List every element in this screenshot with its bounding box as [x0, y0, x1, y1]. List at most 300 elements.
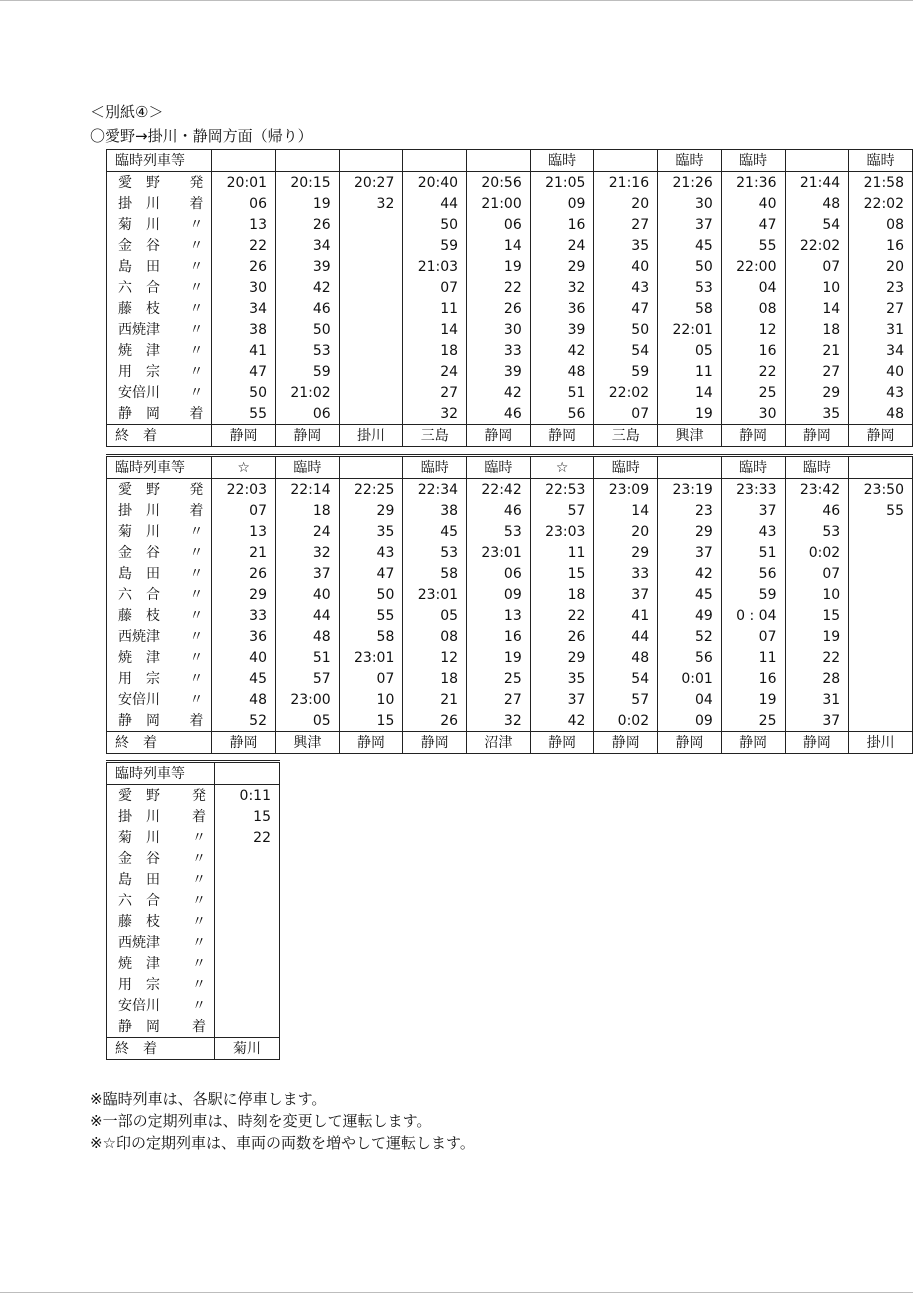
time-cell — [215, 890, 280, 911]
time-cell: 58 — [403, 563, 467, 584]
station-name: 藤 枝 — [118, 913, 160, 930]
time-cell: 52 — [658, 626, 722, 647]
time-cell: 19 — [276, 193, 340, 214]
time-cell: 29 — [339, 500, 403, 521]
time-cell: 0:01 — [658, 668, 722, 689]
station-cell — [107, 584, 212, 605]
station-row — [107, 827, 280, 848]
train-type-cell: ☆ — [530, 456, 594, 479]
time-cell: 22:02 — [785, 235, 849, 256]
time-cell: 29 — [785, 382, 849, 403]
train-type-cell — [215, 762, 280, 785]
station-row — [107, 319, 913, 340]
time-cell: 36 — [212, 626, 276, 647]
time-cell: 18 — [276, 500, 340, 521]
time-cell — [215, 974, 280, 995]
destination-row — [107, 1038, 280, 1060]
time-cell: 44 — [594, 626, 658, 647]
time-cell: 10 — [785, 584, 849, 605]
time-cell: 19 — [658, 403, 722, 425]
destination-cell: 静岡 — [212, 425, 276, 447]
time-cell: 37 — [276, 563, 340, 584]
station-cell — [107, 932, 215, 953]
destination-cell: 静岡 — [721, 425, 785, 447]
destination-cell: 三島 — [403, 425, 467, 447]
time-cell: 44 — [403, 193, 467, 214]
station-cell — [107, 256, 212, 277]
station-name: 焼 津 — [118, 955, 160, 972]
destination-cell: 静岡 — [530, 732, 594, 754]
station-mark: 〃 — [189, 300, 204, 317]
station-mark: 〃 — [189, 607, 204, 624]
station-name: 用 宗 — [118, 976, 160, 993]
time-cell: 21:58 — [849, 172, 913, 194]
time-cell: 42 — [658, 563, 722, 584]
time-cell: 53 — [658, 277, 722, 298]
time-cell: 47 — [721, 214, 785, 235]
station-name: 西焼津 — [118, 934, 160, 951]
time-cell: 37 — [658, 214, 722, 235]
time-cell: 57 — [276, 668, 340, 689]
time-cell: 42 — [530, 710, 594, 732]
destination-cell: 静岡 — [594, 732, 658, 754]
time-cell: 26 — [276, 214, 340, 235]
station-row — [107, 340, 913, 361]
time-cell: 22:02 — [849, 193, 913, 214]
time-cell: 55 — [721, 235, 785, 256]
station-mark: 〃 — [192, 913, 206, 930]
time-cell — [849, 605, 913, 626]
time-cell: 16 — [467, 626, 531, 647]
destination-row — [107, 425, 913, 447]
station-name: 焼 津 — [118, 649, 160, 666]
time-cell: 49 — [658, 605, 722, 626]
station-name: 静 岡 — [118, 405, 160, 422]
station-row — [107, 563, 913, 584]
time-cell: 58 — [658, 298, 722, 319]
time-cell: 39 — [276, 256, 340, 277]
station-mark: 〃 — [189, 237, 204, 254]
train-type-cell: 臨時 — [785, 456, 849, 479]
time-cell: 09 — [530, 193, 594, 214]
time-cell: 26 — [212, 563, 276, 584]
time-cell: 19 — [467, 647, 531, 668]
time-cell: 48 — [276, 626, 340, 647]
time-cell: 09 — [658, 710, 722, 732]
time-cell: 24 — [530, 235, 594, 256]
station-row — [107, 932, 280, 953]
train-type-cell: 臨時 — [467, 456, 531, 479]
time-cell: 44 — [276, 605, 340, 626]
destination-cell: 静岡 — [849, 425, 913, 447]
station-name: 用 宗 — [118, 670, 160, 687]
station-row — [107, 668, 913, 689]
station-name: 愛 野 — [118, 787, 160, 804]
station-row — [107, 584, 913, 605]
time-cell: 59 — [594, 361, 658, 382]
station-cell — [107, 235, 212, 256]
time-cell: 22 — [785, 647, 849, 668]
station-mark: 〃 — [189, 321, 204, 338]
time-cell: 22 — [467, 277, 531, 298]
station-cell — [107, 1016, 215, 1038]
time-cell: 0:11 — [215, 785, 280, 807]
time-cell — [339, 298, 403, 319]
station-row — [107, 214, 913, 235]
time-cell: 34 — [849, 340, 913, 361]
time-cell: 35 — [594, 235, 658, 256]
time-cell: 26 — [467, 298, 531, 319]
station-row — [107, 521, 913, 542]
timetable-1 — [106, 149, 913, 447]
station-cell — [107, 298, 212, 319]
station-row — [107, 277, 913, 298]
time-cell — [849, 668, 913, 689]
time-cell: 56 — [530, 403, 594, 425]
station-row — [107, 806, 280, 827]
time-cell — [339, 277, 403, 298]
footer-label: 終 着 — [107, 732, 212, 754]
destination-cell: 沼津 — [467, 732, 531, 754]
destination-cell: 静岡 — [212, 732, 276, 754]
station-name: 掛 川 — [118, 502, 160, 519]
time-cell: 37 — [785, 710, 849, 732]
time-cell: 32 — [276, 542, 340, 563]
station-name: 金 谷 — [118, 544, 160, 561]
time-cell: 04 — [658, 689, 722, 710]
station-name: 安倍川 — [118, 691, 160, 708]
time-cell: 23 — [849, 277, 913, 298]
train-type-cell: 臨時 — [658, 150, 722, 172]
station-cell — [107, 319, 212, 340]
time-cell: 47 — [594, 298, 658, 319]
time-cell: 45 — [658, 584, 722, 605]
time-cell: 16 — [849, 235, 913, 256]
time-cell: 20 — [594, 193, 658, 214]
header-label: 臨時列車等 — [107, 762, 215, 785]
time-cell: 53 — [785, 521, 849, 542]
station-cell — [107, 911, 215, 932]
time-cell: 08 — [403, 626, 467, 647]
time-cell: 25 — [721, 710, 785, 732]
station-row — [107, 848, 280, 869]
time-cell: 43 — [721, 521, 785, 542]
station-name: 六 合 — [118, 279, 160, 296]
station-cell — [107, 953, 215, 974]
station-cell — [107, 869, 215, 890]
time-cell: 23:33 — [721, 479, 785, 501]
time-cell: 32 — [530, 277, 594, 298]
time-cell: 18 — [403, 340, 467, 361]
time-cell: 36 — [530, 298, 594, 319]
time-cell: 45 — [403, 521, 467, 542]
time-cell: 26 — [530, 626, 594, 647]
station-row — [107, 647, 913, 668]
time-cell: 22:53 — [530, 479, 594, 501]
page-top-border — [0, 0, 913, 1]
destination-cell: 静岡 — [721, 732, 785, 754]
destination-cell: 掛川 — [339, 425, 403, 447]
time-cell — [849, 710, 913, 732]
station-cell — [107, 361, 212, 382]
timetable-3 — [106, 760, 280, 1060]
time-cell: 53 — [403, 542, 467, 563]
time-cell: 22:14 — [276, 479, 340, 501]
station-cell — [107, 277, 212, 298]
station-cell — [107, 521, 212, 542]
time-cell: 07 — [403, 277, 467, 298]
train-type-cell — [594, 150, 658, 172]
time-cell: 43 — [849, 382, 913, 403]
train-type-cell: 臨時 — [276, 456, 340, 479]
station-cell — [107, 806, 215, 827]
time-cell: 50 — [403, 214, 467, 235]
time-cell: 15 — [530, 563, 594, 584]
time-cell: 57 — [594, 689, 658, 710]
time-cell: 15 — [339, 710, 403, 732]
station-name: 愛 野 — [118, 481, 160, 498]
station-mark: 発 — [192, 787, 206, 804]
time-cell: 08 — [721, 298, 785, 319]
time-cell: 07 — [785, 563, 849, 584]
time-cell: 56 — [658, 647, 722, 668]
time-cell — [215, 911, 280, 932]
station-name: 島 田 — [118, 258, 160, 275]
time-cell: 20:01 — [212, 172, 276, 194]
station-name: 六 合 — [118, 892, 160, 909]
station-name: 菊 川 — [118, 523, 160, 540]
station-cell — [107, 403, 212, 425]
station-mark: 〃 — [189, 363, 204, 380]
header-label: 臨時列車等 — [107, 150, 212, 172]
station-row — [107, 974, 280, 995]
time-cell — [849, 563, 913, 584]
time-cell — [339, 361, 403, 382]
time-cell: 48 — [785, 193, 849, 214]
station-cell — [107, 827, 215, 848]
station-name: 焼 津 — [118, 342, 160, 359]
time-cell: 28 — [785, 668, 849, 689]
header-label: 臨時列車等 — [107, 456, 212, 479]
station-cell — [107, 848, 215, 869]
time-cell: 48 — [212, 689, 276, 710]
time-cell — [849, 626, 913, 647]
time-cell: 22:01 — [658, 319, 722, 340]
station-cell — [107, 995, 215, 1016]
time-cell — [339, 340, 403, 361]
time-cell: 43 — [594, 277, 658, 298]
time-cell: 46 — [467, 500, 531, 521]
time-cell: 32 — [403, 403, 467, 425]
time-cell: 40 — [212, 647, 276, 668]
station-name: 静 岡 — [118, 712, 160, 729]
time-cell: 30 — [721, 403, 785, 425]
station-name: 静 岡 — [118, 1018, 160, 1035]
time-cell — [339, 319, 403, 340]
time-cell: 20 — [594, 521, 658, 542]
time-cell: 50 — [276, 319, 340, 340]
time-cell: 22 — [530, 605, 594, 626]
time-cell: 54 — [594, 668, 658, 689]
time-cell: 22:25 — [339, 479, 403, 501]
station-name: 島 田 — [118, 871, 160, 888]
time-cell: 55 — [849, 500, 913, 521]
time-cell: 05 — [658, 340, 722, 361]
time-cell: 39 — [530, 319, 594, 340]
destination-cell: 静岡 — [467, 425, 531, 447]
time-cell: 51 — [276, 647, 340, 668]
station-name: 安倍川 — [118, 997, 160, 1014]
station-mark: 〃 — [189, 628, 204, 645]
time-cell — [339, 403, 403, 425]
station-cell — [107, 668, 212, 689]
time-cell: 33 — [594, 563, 658, 584]
time-cell: 22:34 — [403, 479, 467, 501]
time-cell: 27 — [785, 361, 849, 382]
attachment-heading: ＜別紙④＞ — [90, 103, 164, 121]
time-cell: 29 — [212, 584, 276, 605]
time-cell: 48 — [530, 361, 594, 382]
station-cell — [107, 890, 215, 911]
station-row — [107, 626, 913, 647]
time-cell: 40 — [594, 256, 658, 277]
footer-label: 終 着 — [107, 1038, 215, 1060]
time-cell — [215, 995, 280, 1016]
station-row — [107, 500, 913, 521]
station-mark: 着 — [189, 195, 204, 212]
station-mark: 着 — [192, 1018, 206, 1035]
time-cell — [849, 647, 913, 668]
time-cell: 10 — [785, 277, 849, 298]
time-cell: 23:42 — [785, 479, 849, 501]
time-cell: 25 — [467, 668, 531, 689]
train-type-cell: 臨時 — [594, 456, 658, 479]
time-cell: 23:01 — [467, 542, 531, 563]
time-cell: 29 — [530, 647, 594, 668]
station-mark: 〃 — [189, 279, 204, 296]
time-cell: 40 — [721, 193, 785, 214]
station-mark: 〃 — [189, 670, 204, 687]
time-cell: 23:50 — [849, 479, 913, 501]
time-cell: 32 — [467, 710, 531, 732]
time-cell — [849, 542, 913, 563]
time-cell: 30 — [658, 193, 722, 214]
station-name: 西焼津 — [118, 628, 160, 645]
time-cell: 11 — [403, 298, 467, 319]
station-name: 用 宗 — [118, 363, 160, 380]
time-cell: 27 — [467, 689, 531, 710]
time-cell: 41 — [594, 605, 658, 626]
time-cell: 33 — [467, 340, 531, 361]
time-cell: 18 — [530, 584, 594, 605]
station-name: 金 谷 — [118, 850, 160, 867]
time-cell: 18 — [785, 319, 849, 340]
station-mark: 〃 — [192, 976, 206, 993]
time-cell: 57 — [530, 500, 594, 521]
time-cell: 59 — [721, 584, 785, 605]
time-cell: 50 — [594, 319, 658, 340]
time-cell: 22:03 — [212, 479, 276, 501]
station-mark: 〃 — [192, 955, 206, 972]
time-cell: 58 — [339, 626, 403, 647]
time-cell: 14 — [467, 235, 531, 256]
destination-cell: 静岡 — [785, 425, 849, 447]
time-cell: 37 — [594, 584, 658, 605]
time-cell: 30 — [212, 277, 276, 298]
time-cell: 15 — [785, 605, 849, 626]
footer-label: 終 着 — [107, 425, 212, 447]
time-cell: 30 — [467, 319, 531, 340]
station-cell — [107, 214, 212, 235]
time-cell: 54 — [594, 340, 658, 361]
time-cell — [215, 869, 280, 890]
time-cell: 04 — [721, 277, 785, 298]
station-row — [107, 256, 913, 277]
time-cell — [215, 932, 280, 953]
station-mark: 〃 — [192, 892, 206, 909]
station-cell — [107, 563, 212, 584]
station-row — [107, 710, 913, 732]
time-cell: 21:05 — [530, 172, 594, 194]
time-cell: 50 — [658, 256, 722, 277]
station-mark: 発 — [189, 174, 204, 191]
time-cell: 20 — [849, 256, 913, 277]
time-cell: 35 — [530, 668, 594, 689]
station-name: 安倍川 — [118, 384, 160, 401]
station-cell — [107, 193, 212, 214]
time-cell: 12 — [403, 647, 467, 668]
time-cell: 11 — [721, 647, 785, 668]
time-cell: 23:03 — [530, 521, 594, 542]
time-cell: 50 — [339, 584, 403, 605]
time-cell: 06 — [467, 214, 531, 235]
train-type-cell: 臨時 — [530, 150, 594, 172]
station-mark: 〃 — [189, 523, 204, 540]
time-cell: 23:09 — [594, 479, 658, 501]
station-name: 掛 川 — [118, 195, 160, 212]
station-name: 西焼津 — [118, 321, 160, 338]
train-type-cell — [339, 150, 403, 172]
time-cell: 35 — [339, 521, 403, 542]
destination-cell: 静岡 — [403, 732, 467, 754]
station-mark: 〃 — [189, 258, 204, 275]
train-type-cell — [785, 150, 849, 172]
time-cell: 16 — [721, 668, 785, 689]
train-type-cell — [849, 456, 913, 479]
destination-cell: 静岡 — [339, 732, 403, 754]
time-cell: 20:40 — [403, 172, 467, 194]
time-cell: 59 — [403, 235, 467, 256]
time-cell: 14 — [785, 298, 849, 319]
time-cell — [339, 382, 403, 403]
time-cell: 10 — [339, 689, 403, 710]
time-cell: 14 — [403, 319, 467, 340]
station-mark: 〃 — [189, 384, 204, 401]
train-type-cell: 臨時 — [721, 150, 785, 172]
station-cell — [107, 605, 212, 626]
time-cell: 42 — [276, 277, 340, 298]
time-cell: 18 — [403, 668, 467, 689]
station-row — [107, 869, 280, 890]
time-cell: 21:02 — [276, 382, 340, 403]
time-cell: 33 — [212, 605, 276, 626]
time-cell: 22:00 — [721, 256, 785, 277]
station-mark: 〃 — [189, 342, 204, 359]
station-cell — [107, 689, 212, 710]
time-cell: 41 — [212, 340, 276, 361]
time-cell: 23:19 — [658, 479, 722, 501]
destination-cell: 静岡 — [658, 732, 722, 754]
